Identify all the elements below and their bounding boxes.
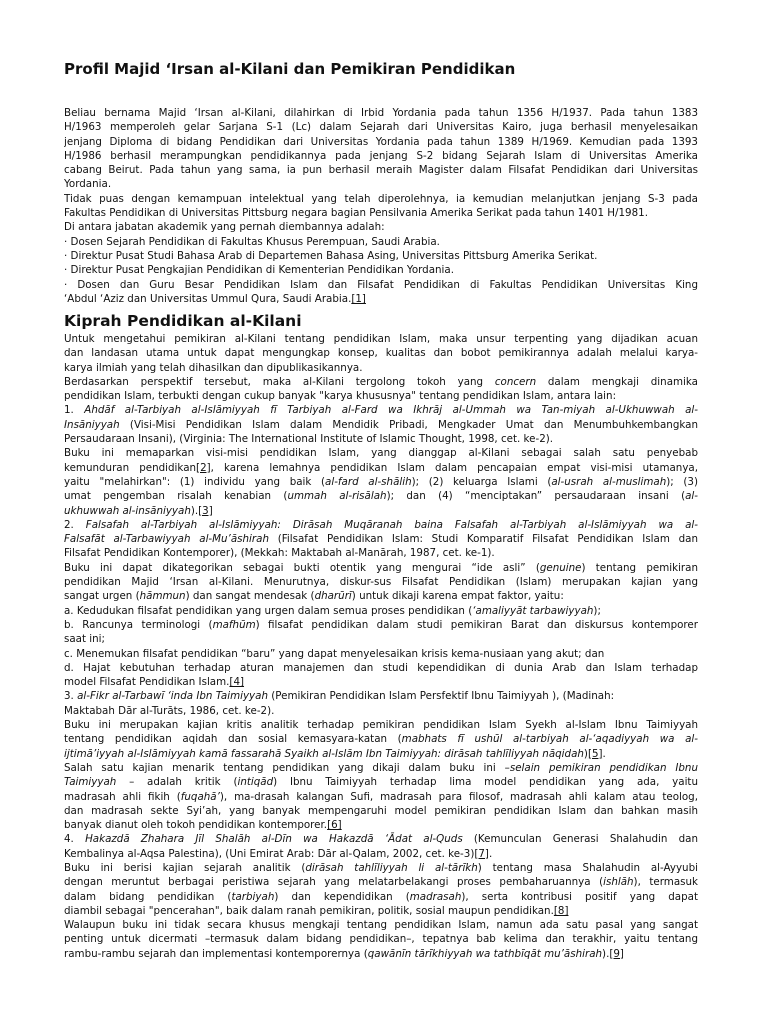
text-line	[64, 163, 698, 177]
text-line	[64, 120, 698, 134]
italic-text: al-	[685, 490, 698, 503]
text-line	[64, 947, 698, 961]
text-line	[64, 375, 698, 389]
text-line	[64, 904, 698, 918]
text-line	[64, 403, 698, 417]
italic-text: concern	[494, 375, 537, 388]
text-line	[64, 263, 698, 277]
text-run: dalam bidang pendidikan (	[64, 890, 232, 903]
text-line	[64, 418, 698, 432]
text-run: ), serta kontribusi positif yang dapat	[461, 890, 698, 903]
text-line	[64, 106, 698, 120]
text-line	[64, 832, 698, 846]
italic-text: madrasah	[409, 890, 462, 903]
italic-text: ummah al-risālah	[287, 490, 387, 503]
text-run: .	[602, 747, 606, 760]
text-run: pendidikan Islam, terbukti dengan cukup banyak "karya khususnya" tentang pendidikan Islam, antara lain:	[64, 390, 617, 403]
text-run: diambil sebagai "pencerahan", baik dalam ranah pemikiran, politik, sosial maupun pendidikan.	[64, 904, 554, 917]
text-line	[64, 206, 698, 220]
text-run: 1.	[64, 404, 85, 417]
text-run: karya ilmiah yang telah dihasilkan dan dipublikasikannya.	[64, 361, 363, 374]
italic-text: qawānīn tārīkhiyyah wa tathbīqāt mu’āshirah	[367, 947, 603, 960]
italic-text: intiqād	[237, 776, 274, 789]
text-line	[64, 761, 698, 775]
text-run: Beliau bernama Majid ‘Irsan al-Kilani, dilahirkan di Irbid Yordania pada tahun 1356 H/1937. Pada tahun 1383	[64, 107, 698, 119]
italic-text: Insāniyyah	[64, 418, 120, 431]
text-run: 2.	[64, 518, 86, 531]
text-line	[64, 661, 698, 675]
text-run: Di antara jabatan akademik yang pernah diembannya adalah:	[64, 221, 385, 234]
italic-text: Falsafāt al-Tarbawiyyah al-Mu’āshirah	[64, 533, 269, 546]
italic-text: mafhūm	[212, 618, 256, 631]
text-run: · Direktur Pusat Pengkajian Pendidikan di Kementerian Pendidikan Yordania.	[64, 264, 454, 277]
text-line	[64, 675, 698, 689]
text-run: ).	[190, 504, 199, 517]
italic-text: al-fard al-shālih	[325, 475, 412, 488]
text-run: (Visi-Misi Pendidikan Islam dalam Mendidik Pribadi, Mengkader Umat dan Menumbuhkembangkan	[119, 418, 698, 431]
text-run: ); (2) keluarga Islami (	[411, 475, 552, 488]
text-line	[64, 718, 698, 732]
text-run: (Filsafat Pendidikan Islam: Studi Komparatif Filsafat Pendidikan Islam dan	[268, 533, 698, 546]
text-run: rambu-rambu sejarah dan implementasi kontemporernya (	[64, 947, 368, 960]
text-run: .	[488, 847, 493, 860]
text-line	[64, 192, 698, 206]
text-run: · Direktur Pusat Studi Bahasa Arab di Departemen Bahasa Asing, Universitas Pittsburg Amerika Serikat.	[64, 249, 598, 262]
text-run: tentang pendidikan aqidah dan sosial kemasyara-katan (	[64, 733, 402, 746]
text-line	[64, 504, 698, 518]
text-run: ) dan sangat mendesak (	[185, 590, 315, 603]
footnote-link[interactable]: [2]	[196, 461, 211, 474]
text-line	[64, 532, 698, 546]
text-line	[64, 292, 698, 306]
text-run: ) Ibnu Taimiyyah terhadap lima model pendidikan yang ada, yaitu	[273, 776, 698, 789]
italic-text: Ahdāf al-Tarbiyah al-Islāmiyyah fī Tarbiyah al-Fard wa Ikhrāj al-Ummah wa Tan-miyah al-Ukhuwwah al-	[84, 404, 698, 417]
text-run: Fakultas Pendidikan di Universitas Pittsburg negara bagian Pensilvania Amerika Serikat pada tahun 1401 H/1981.	[64, 207, 648, 220]
italic-text: genuine	[539, 561, 582, 574]
text-line	[64, 604, 698, 618]
italic-text: hāmmun	[139, 590, 186, 603]
text-line	[64, 804, 698, 818]
italic-text: tarbiyah	[231, 890, 275, 903]
text-line	[64, 575, 698, 589]
text-run: dengan meruntut berbagai peristiwa sejarah yang melatarbelakangi proses pembaharuannya (	[64, 876, 604, 889]
italic-text: ukhuwwah al-insāniyyah	[64, 504, 191, 517]
text-run: Buku ini berisi kajian sejarah analitik (	[64, 861, 306, 874]
footnote-link[interactable]: [4]	[229, 676, 245, 689]
text-run: Kembalinya al-Aqsa Palestina), (Uni Emirat Arab: Dār al-Qalam, 2002, cet. ke-3)	[64, 847, 475, 860]
text-run: Buku ini memaparkan visi-misi pendidikan Islam, yang dianggap al-Kilani sebagai salah satu penyebab	[64, 447, 698, 460]
text-line	[64, 432, 698, 446]
text-line	[64, 346, 698, 360]
text-run: ); (3)	[666, 475, 698, 488]
italic-text: ‘amaliyyāt tarbawiyyah	[472, 604, 594, 617]
text-run: Persaudaraan Insani), (Virginia: The International Institute of Islamic Thought, 1998, cet. ke-2).	[64, 433, 554, 446]
italic-text: dirāsah tahlīliyyah li al-tārīkh	[305, 861, 478, 874]
text-run: Yordania.	[64, 178, 112, 191]
text-run: H/1986 berhasil merampungkan pendidikannya pada jenjang S-2 bidang Sejarah Islam di Universitas Amerika	[64, 149, 698, 162]
kiprah-section	[64, 332, 698, 961]
text-run: penting untuk dicermati –termasuk dalam bidang pendidikan–, tepatnya bab kelima dan terakhir, yaitu tentang	[64, 933, 698, 946]
text-line	[64, 589, 698, 603]
footnote-link[interactable]: [5]	[587, 747, 603, 760]
text-run: model Filsafat Pendidikan Islam.	[64, 676, 230, 689]
text-run: dan landasan utama untuk dapat mengungkap konsep, kualitas dan bobot pemikirannya adalah melalui karya-	[64, 347, 698, 360]
text-run: ), ma-drasah kalangan Sufi, madrasah para filosof, madrasah ahli kalam atau teolog,	[219, 790, 698, 803]
italic-text: Taimiyyah	[64, 776, 117, 789]
text-line	[64, 475, 698, 489]
text-line	[64, 518, 698, 532]
text-run: yaitu "melahirkan": (1) individu yang baik (	[64, 475, 326, 488]
text-run: Maktabah Dār al-Turāts, 1986, cet. ke-2).	[64, 704, 275, 717]
text-line	[64, 932, 698, 946]
text-run: ‘Abdul ‘Aziz dan Universitas Ummul Qura, Saudi Arabia.	[64, 292, 352, 305]
text-run: b. Rancunya terminologi (	[64, 618, 213, 631]
text-run: )	[583, 747, 588, 760]
text-line	[64, 790, 698, 804]
text-run: · Dosen Sejarah Pendidikan di Fakultas Khusus Perempuan, Saudi Arabia.	[64, 235, 440, 248]
text-run: Buku ini merupakan kajian kritis analitik terhadap pemikiran pendidikan Islam Syekh al-Islam Ibnu Taimiyyah	[64, 719, 698, 732]
italic-text: Falsafah al-Tarbiyah al-Islāmiyyah: Dirāsah Muqāranah baina Falsafah al-Tarbiyah al-Islāmiyyah wa al-	[85, 518, 698, 531]
text-run: umat pengemban risalah kenabian (	[64, 490, 288, 503]
text-line	[64, 618, 698, 632]
italic-text: Hakazdā Zhahara Jīl Shalāh al-Dīn wa Hakazdā ‘Ādat al-Quds	[85, 833, 463, 846]
text-run: Walaupun buku ini tidak secara khusus mengkaji tentang pendidikan Islam, namun ada satu pasal yang sangat	[64, 919, 698, 932]
footnote-link[interactable]: [6]	[327, 819, 342, 832]
text-line	[64, 332, 698, 346]
text-line	[64, 149, 698, 163]
text-run: Untuk mengetahui pemikiran al-Kilani tentang pendidikan Islam, maka unsur terpenting yang dijadikan acuan	[64, 333, 698, 345]
text-run: cabang Beirut. Pada tahun yang sama, ia pun berhasil meraih Magister dalam Filsafat Pendidikan dari Universitas	[64, 164, 698, 177]
footnote-link[interactable]: [9]	[609, 947, 624, 960]
text-line	[64, 861, 698, 875]
text-run: d. Hajat kebutuhan terhadap aturan manajemen dan studi kependidikan di dunia Arab dan Islam terhadap	[64, 661, 698, 674]
text-line	[64, 446, 698, 460]
text-line	[64, 847, 698, 861]
text-run: ) filsafat pendidikan dalam studi pemikiran Barat dan diskursus kontemporer	[255, 618, 698, 631]
footnote-link[interactable]: [3]	[198, 504, 213, 517]
text-line	[64, 561, 698, 575]
text-line	[64, 632, 698, 646]
text-line	[64, 249, 698, 263]
italic-text: al-usrah al-muslimah	[551, 475, 667, 488]
text-line	[64, 875, 698, 889]
italic-text: dharūrī	[314, 590, 352, 603]
italic-text: selain pemikiran pendidikan Ibnu	[509, 761, 698, 774]
text-run: Salah satu kajian menarik tentang pendidikan yang dikaji dalam buku ini –	[64, 761, 510, 774]
text-run: 4.	[64, 833, 86, 846]
text-run: – adalah kritik (	[116, 776, 238, 789]
text-line	[64, 220, 698, 234]
section-heading: Kiprah Pendidikan al-Kilani	[64, 312, 302, 330]
profile-section	[64, 106, 698, 306]
text-line	[64, 818, 698, 832]
text-line	[64, 177, 698, 191]
text-run: Berdasarkan perspektif tersebut, maka al-Kilani tergolong tokoh yang	[64, 375, 495, 388]
text-run: ) tentang masa Shalahudin al-Ayyubi	[477, 861, 698, 874]
text-line	[64, 389, 698, 403]
footnote-link[interactable]: [7]	[474, 847, 489, 860]
text-run: ).	[602, 947, 610, 960]
text-run: jenjang Diploma di bidang Pendidikan dari Universitas Yordania pada tahun 1389 H/1969. Kemudian pada 1393	[64, 135, 698, 148]
text-run: (Kemunculan Generasi Shalahudin dan	[462, 833, 698, 846]
text-run: ) tentang pemikiran	[581, 561, 698, 574]
text-run: ); dan (4) “menciptakan” persaudaraan insani (	[386, 490, 686, 503]
text-run: dalam mengkaji dinamika	[536, 375, 698, 388]
text-run: Buku ini dapat dikategorikan sebagai bukti otentik yang mengurai “ide asli” (	[64, 561, 540, 574]
text-run: Filsafat Pendidikan Kontemporer), (Mekkah: Maktabah al-Manārah, 1987, cet. ke-1).	[64, 547, 495, 560]
text-line	[64, 546, 698, 560]
text-run: ), termasuk	[633, 876, 698, 889]
text-run: saat ini;	[64, 633, 106, 646]
text-run: a. Kedudukan filsafat pendidikan yang urgen dalam semua proses pendidikan (	[64, 604, 473, 617]
text-run: (Pemikiran Pendidikan Islam Persfektif Ibnu Taimiyyah ), (Madinah:	[267, 690, 615, 703]
text-run: · Dosen dan Guru Besar Pendidikan Islam dan Filsafat Pendidikan di Fakultas Pendidikan Universitas King	[64, 278, 698, 291]
italic-text: al-Fikr al-Tarbawī ‘inda Ibn Taimiyyah	[77, 690, 268, 703]
document-title: Profil Majid ‘Irsan al-Kilani dan Pemikiran Pendidikan	[64, 60, 516, 78]
text-line	[64, 918, 698, 932]
text-run: , karena lemahnya pendidikan Islam dalam pencapaian empat visi-misi utamanya,	[210, 461, 698, 474]
text-run: ) dan kependidikan (	[274, 890, 410, 903]
text-run: madrasah ahli fikih (	[64, 790, 181, 803]
text-run: pendidikan Majid ‘Irsan al-Kilani. Menurutnya, diskur-sus Filsafat Pendidikan (Islam) merupakan kajian yang	[64, 576, 698, 589]
text-run: c. Menemukan filsafat pendidikan “baru” yang dapat menyelesaikan krisis kema-nusiaan yang akut; dan	[64, 647, 605, 660]
text-run: H/1963 memperoleh gelar Sarjana S-1 (Lc) dalam Sejarah dari Universitas Kairo, juga berhasil menyelesaikan	[64, 121, 698, 134]
text-run: 3.	[64, 690, 78, 703]
text-run: kemunduran pendidikan	[64, 461, 197, 474]
text-line	[64, 235, 698, 249]
text-run: sangat urgen (	[64, 590, 140, 603]
text-run: ) untuk dikaji karena empat faktor, yaitu:	[351, 590, 564, 603]
italic-text: ijtimā’iyyah al-Islāmiyyah kamā fassarahā Syaikh al-Islām Ibn Taimiyyah: dirāsah tahlīliyyah nāqidah	[64, 747, 584, 760]
text-run: Tidak puas dengan kemampuan intelektual yang telah diperolehnya, ia kemudian melanjutkan jenjang S-3 pada	[64, 192, 698, 205]
italic-text: mabhats fī ushūl al-tarbiyah al-‘aqadiyyah wa al-	[401, 733, 698, 746]
text-line	[64, 775, 698, 789]
text-line	[64, 704, 698, 718]
text-line	[64, 890, 698, 904]
text-line	[64, 732, 698, 746]
text-line	[64, 361, 698, 375]
text-line	[64, 135, 698, 149]
text-line	[64, 689, 698, 703]
footnote-link[interactable]: [8]	[553, 904, 569, 917]
text-line	[64, 489, 698, 503]
footnote-link[interactable]: [1]	[351, 292, 366, 305]
text-run: );	[593, 604, 601, 617]
text-run: banyak dianut oleh tokoh pendidikan kontemporer.	[64, 819, 328, 832]
text-line	[64, 278, 698, 292]
text-line	[64, 747, 698, 761]
text-line	[64, 461, 698, 475]
text-line	[64, 647, 698, 661]
italic-text: fuqahā’	[180, 790, 220, 803]
italic-text: ishlāh	[603, 876, 634, 889]
text-run: dan madrasah sekte Syi’ah, yang banyak mempengaruhi model pemikiran pendidikan Islam dan bahkan masih	[64, 804, 698, 817]
